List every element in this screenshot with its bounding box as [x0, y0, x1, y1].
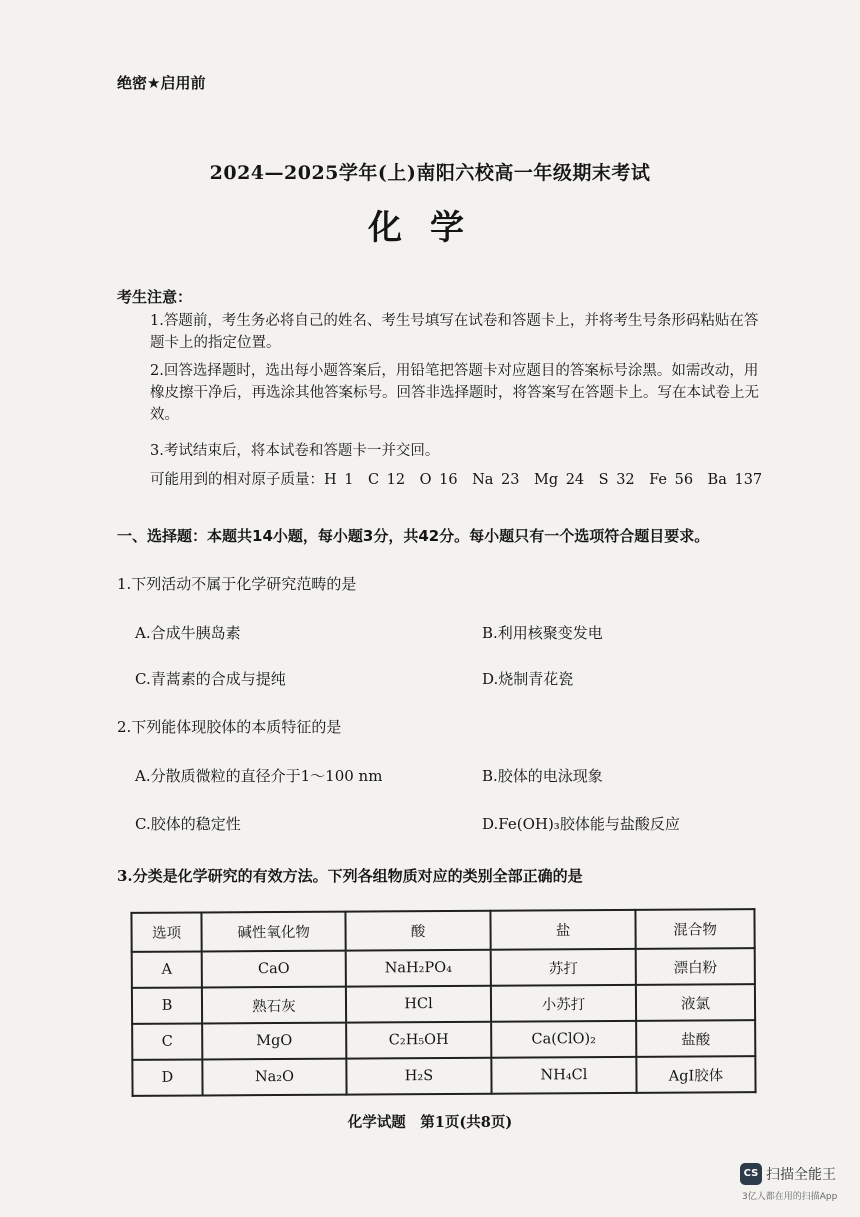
exam-title: 2024—2025学年(上)南阳六校高一年级期末考试 — [209, 162, 651, 184]
atomic-masses: 可能用到的相对原子质量：H 1 C 12 O 16 Na 23 Mg 24 S 32 Fe 56 Ba 137 — [150, 472, 763, 488]
table-row — [132, 948, 755, 988]
table-cell: D — [132, 1059, 202, 1095]
confidential-label: 绝密★启用前 — [117, 74, 206, 92]
scanner-tagline: 3亿人都在用的扫描App — [742, 1192, 838, 1202]
table-cell: C₂H₅OH — [346, 1022, 491, 1059]
table-cell: 熟石灰 — [202, 987, 346, 1024]
table-header: 选项 — [131, 912, 201, 951]
table-header: 酸 — [345, 911, 490, 951]
table-cell: 液氯 — [636, 984, 755, 1021]
table-cell: B — [132, 987, 202, 1023]
notice-item: 1.答题前，考生务必将自己的姓名、考生号填写在试卷和答题卡上，并将考生号条形码粘贴在答题卡上的指定位置。 — [150, 313, 759, 351]
table-header: 盐 — [490, 910, 635, 950]
table-cell: HCl — [346, 986, 491, 1023]
notice-item: 2.回答选择题时，选出每小题答案后，用铅笔把答题卡对应题目的答案标号涂黑。如需改动，用橡皮擦干净后，再选涂其他答案标号。回答非选择题时，将答案写在答题卡上。写在本试卷上无效。 — [150, 363, 759, 423]
table-cell: H₂S — [346, 1058, 491, 1095]
section-heading: 一、选择题：本题共14小题，每小题3分，共42分。每小题只有一个选项符合题目要求。 — [117, 527, 710, 545]
table-cell: Ca(ClO)₂ — [491, 1021, 636, 1058]
table-cell: 苏打 — [491, 949, 636, 986]
subject-title: 化学 — [368, 208, 492, 248]
table-cell: A — [132, 951, 202, 987]
option-d: D.烧制青花瓷 — [482, 670, 574, 688]
option-c: C.青蒿素的合成与提纯 — [135, 670, 286, 688]
table-header: 混合物 — [635, 909, 754, 949]
table-row — [132, 1056, 755, 1096]
option-d: D.Fe(OH)₃胶体能与盐酸反应 — [482, 815, 680, 833]
table-cell: AgI胶体 — [636, 1056, 755, 1093]
scanner-logo-icon: CS — [740, 1163, 762, 1185]
classification-table — [130, 908, 756, 1097]
scanner-app-name: 扫描全能王 — [766, 1167, 836, 1183]
notice-heading: 考生注意： — [117, 288, 193, 306]
option-b: B.利用核聚变发电 — [482, 624, 603, 642]
notice-item: 3.考试结束后，将本试卷和答题卡一并交回。 — [150, 443, 440, 459]
question-stem: 1.下列活动不属于化学研究范畴的是 — [117, 575, 357, 593]
table-header-row — [131, 909, 754, 952]
table-row — [132, 1020, 755, 1060]
question-stem: 2.下列能体现胶体的本质特征的是 — [117, 718, 342, 736]
table-cell: 小苏打 — [491, 985, 636, 1022]
page-footer: 化学试题 第1页(共8页) — [347, 1114, 513, 1131]
table-cell: NaH₂PO₄ — [346, 950, 491, 987]
table-cell: Na₂O — [202, 1059, 346, 1096]
table-cell: C — [132, 1023, 202, 1059]
table-header: 碱性氧化物 — [201, 912, 345, 952]
table-cell: NH₄Cl — [491, 1057, 636, 1094]
table-cell: 漂白粉 — [636, 948, 755, 985]
option-a: A.分散质微粒的直径介于1～100 nm — [135, 767, 383, 785]
table-cell: 盐酸 — [636, 1020, 755, 1057]
table-cell: CaO — [202, 951, 346, 988]
option-b: B.胶体的电泳现象 — [482, 767, 603, 785]
table-row — [132, 984, 755, 1024]
option-a: A.合成牛胰岛素 — [135, 624, 241, 642]
table-cell: MgO — [202, 1023, 346, 1060]
option-c: C.胶体的稳定性 — [135, 815, 241, 833]
question-stem: 3.分类是化学研究的有效方法。下列各组物质对应的类别全部正确的是 — [117, 867, 583, 885]
